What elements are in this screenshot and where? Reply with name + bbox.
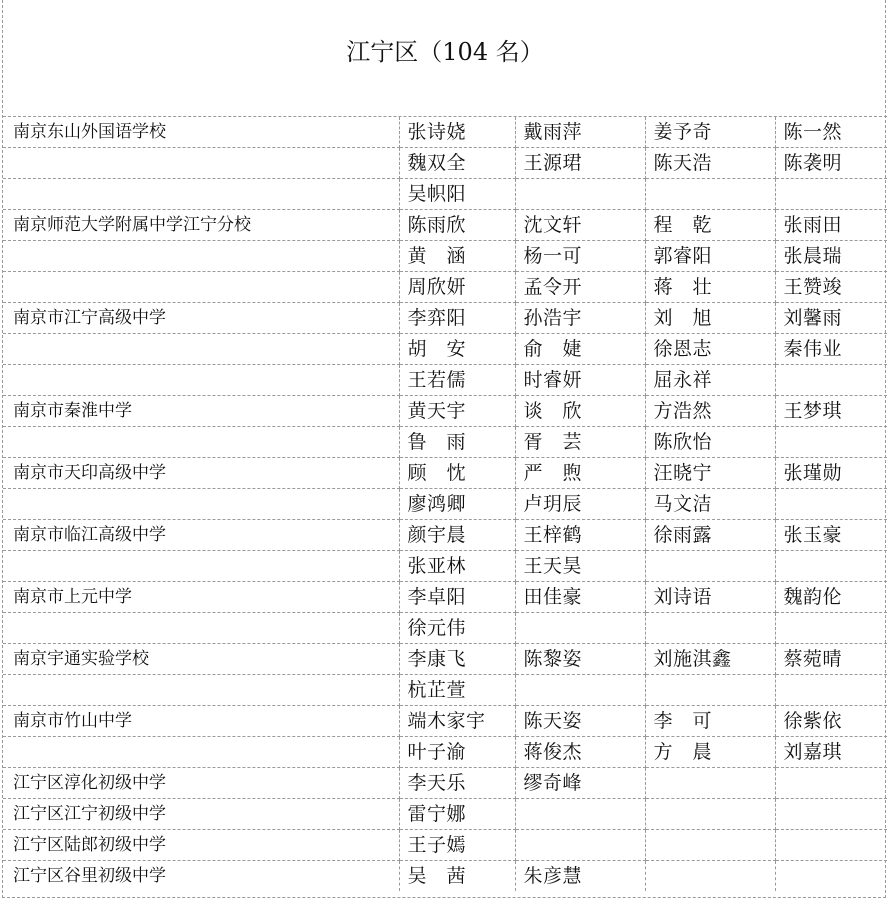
table-row [3,737,887,768]
student-name-cell: 姜予奇 [645,117,775,148]
student-name-cell [775,427,887,458]
school-name-cell [3,551,399,582]
student-name-cell [645,830,775,861]
student-name-cell: 李卓阳 [399,582,515,613]
student-name-cell: 程 乾 [645,210,775,241]
student-name-cell: 徐恩志 [645,334,775,365]
student-name-cell: 廖鸿卿 [399,489,515,520]
student-name-cell: 陈天浩 [645,148,775,179]
student-name-cell: 李弈阳 [399,303,515,334]
student-name-cell: 时睿妍 [515,365,645,396]
student-name-cell: 蒋 壮 [645,272,775,303]
student-name-cell: 马文洁 [645,489,775,520]
student-name-cell [775,365,887,396]
student-name-cell: 陈欣怡 [645,427,775,458]
student-name-cell: 雷宁娜 [399,799,515,830]
roster-sheet [2,0,886,898]
page-title: 江宁区（104 名） [346,38,544,66]
school-name-cell [3,675,399,706]
school-name-cell [3,148,399,179]
student-name-cell: 俞 婕 [515,334,645,365]
student-name-cell: 田佳豪 [515,582,645,613]
student-name-cell: 谈 欣 [515,396,645,427]
student-name-cell: 吴 茜 [399,861,515,892]
table-row [3,768,887,799]
table-row [3,520,887,551]
student-name-cell [775,551,887,582]
student-name-cell: 王梦琪 [775,396,887,427]
student-name-cell: 郭睿阳 [645,241,775,272]
table-row [3,799,887,830]
student-name-cell: 陈雨欣 [399,210,515,241]
student-name-cell: 缪奇峰 [515,768,645,799]
student-name-cell [645,613,775,644]
table-row [3,427,887,458]
table-row [3,179,887,210]
student-name-cell: 孙浩宇 [515,303,645,334]
student-name-cell [645,179,775,210]
student-name-cell: 叶子渝 [399,737,515,768]
student-name-cell: 端木家宇 [399,706,515,737]
student-name-cell: 顾 忱 [399,458,515,489]
student-name-cell [645,861,775,892]
student-name-cell [515,799,645,830]
student-name-cell: 陈一然 [775,117,887,148]
table-row [3,458,887,489]
school-name-cell: 南京市江宁高级中学 [3,303,399,334]
student-name-cell: 张雨田 [775,210,887,241]
school-name-cell: 江宁区谷里初级中学 [3,861,399,892]
student-name-cell: 刘嘉琪 [775,737,887,768]
table-row [3,365,887,396]
student-name-cell [645,551,775,582]
student-name-cell: 黄天宇 [399,396,515,427]
student-name-cell: 陈天姿 [515,706,645,737]
student-name-cell: 张诗娆 [399,117,515,148]
student-name-cell: 李康飞 [399,644,515,675]
student-name-cell: 王若儒 [399,365,515,396]
student-name-cell [775,861,887,892]
school-name-cell: 江宁区陆郎初级中学 [3,830,399,861]
student-name-cell: 蒋俊杰 [515,737,645,768]
school-name-cell: 南京市临江高级中学 [3,520,399,551]
student-name-cell: 胥 芸 [515,427,645,458]
roster-body [3,117,887,891]
student-name-cell: 徐紫依 [775,706,887,737]
table-row [3,613,887,644]
student-name-cell: 陈黎姿 [515,644,645,675]
table-row [3,210,887,241]
school-name-cell: 南京东山外国语学校 [3,117,399,148]
student-name-cell [775,179,887,210]
school-name-cell: 南京市上元中学 [3,582,399,613]
student-name-cell: 李天乐 [399,768,515,799]
student-name-cell: 魏韵伦 [775,582,887,613]
student-name-cell [645,799,775,830]
student-name-cell: 王赞竣 [775,272,887,303]
student-name-cell: 杨一可 [515,241,645,272]
student-name-cell: 鲁 雨 [399,427,515,458]
student-name-cell: 戴雨萍 [515,117,645,148]
school-name-cell: 江宁区淳化初级中学 [3,768,399,799]
student-name-cell: 王源珺 [515,148,645,179]
school-name-cell [3,334,399,365]
student-name-cell: 杭芷萱 [399,675,515,706]
table-row [3,334,887,365]
student-name-cell [515,613,645,644]
table-row [3,148,887,179]
student-name-cell: 方 晨 [645,737,775,768]
student-name-cell: 黄 涵 [399,241,515,272]
table-row [3,706,887,737]
student-name-cell [775,799,887,830]
student-name-cell: 张玉豪 [775,520,887,551]
table-row [3,551,887,582]
student-name-cell: 朱彦慧 [515,861,645,892]
student-name-cell: 吴帜阳 [399,179,515,210]
school-name-cell: 江宁区江宁初级中学 [3,799,399,830]
student-name-cell [515,179,645,210]
student-name-cell: 陈袭明 [775,148,887,179]
school-name-cell [3,179,399,210]
student-name-cell: 刘馨雨 [775,303,887,334]
student-name-cell: 汪晓宁 [645,458,775,489]
school-name-cell [3,737,399,768]
table-row [3,117,887,148]
student-name-cell [775,489,887,520]
roster-table [3,117,887,891]
school-name-cell [3,489,399,520]
student-name-cell: 魏双全 [399,148,515,179]
student-name-cell: 胡 安 [399,334,515,365]
student-name-cell: 张瑾勋 [775,458,887,489]
student-name-cell: 刘施淇鑫 [645,644,775,675]
student-name-cell: 沈文轩 [515,210,645,241]
student-name-cell: 严 煦 [515,458,645,489]
student-name-cell: 刘 旭 [645,303,775,334]
school-name-cell: 南京宇通实验学校 [3,644,399,675]
student-name-cell: 王天昊 [515,551,645,582]
table-row [3,861,887,892]
school-name-cell [3,613,399,644]
student-name-cell: 李 可 [645,706,775,737]
school-name-cell [3,241,399,272]
school-name-cell: 南京师范大学附属中学江宁分校 [3,210,399,241]
student-name-cell [775,613,887,644]
table-row [3,489,887,520]
student-name-cell: 卢玥辰 [515,489,645,520]
student-name-cell: 颜宇晨 [399,520,515,551]
school-name-cell: 南京市秦淮中学 [3,396,399,427]
table-row [3,396,887,427]
table-row [3,830,887,861]
school-name-cell: 南京市天印高级中学 [3,458,399,489]
student-name-cell: 王子嫣 [399,830,515,861]
student-name-cell: 屈永祥 [645,365,775,396]
table-row [3,582,887,613]
student-name-cell: 张亚林 [399,551,515,582]
student-name-cell [515,675,645,706]
school-name-cell [3,365,399,396]
title-row [3,0,887,117]
table-row [3,241,887,272]
student-name-cell: 刘诗语 [645,582,775,613]
student-name-cell [775,768,887,799]
student-name-cell: 王梓鹤 [515,520,645,551]
student-name-cell: 徐元伟 [399,613,515,644]
student-name-cell: 孟令开 [515,272,645,303]
student-name-cell: 秦伟业 [775,334,887,365]
student-name-cell [645,768,775,799]
school-name-cell [3,427,399,458]
student-name-cell [515,830,645,861]
student-name-cell: 蔡菀晴 [775,644,887,675]
table-row [3,303,887,334]
student-name-cell [775,830,887,861]
table-row [3,675,887,706]
student-name-cell: 方浩然 [645,396,775,427]
table-row [3,272,887,303]
student-name-cell: 徐雨露 [645,520,775,551]
student-name-cell: 张晨瑞 [775,241,887,272]
student-name-cell [645,675,775,706]
table-row [3,644,887,675]
student-name-cell: 周欣妍 [399,272,515,303]
school-name-cell: 南京市竹山中学 [3,706,399,737]
student-name-cell [775,675,887,706]
school-name-cell [3,272,399,303]
